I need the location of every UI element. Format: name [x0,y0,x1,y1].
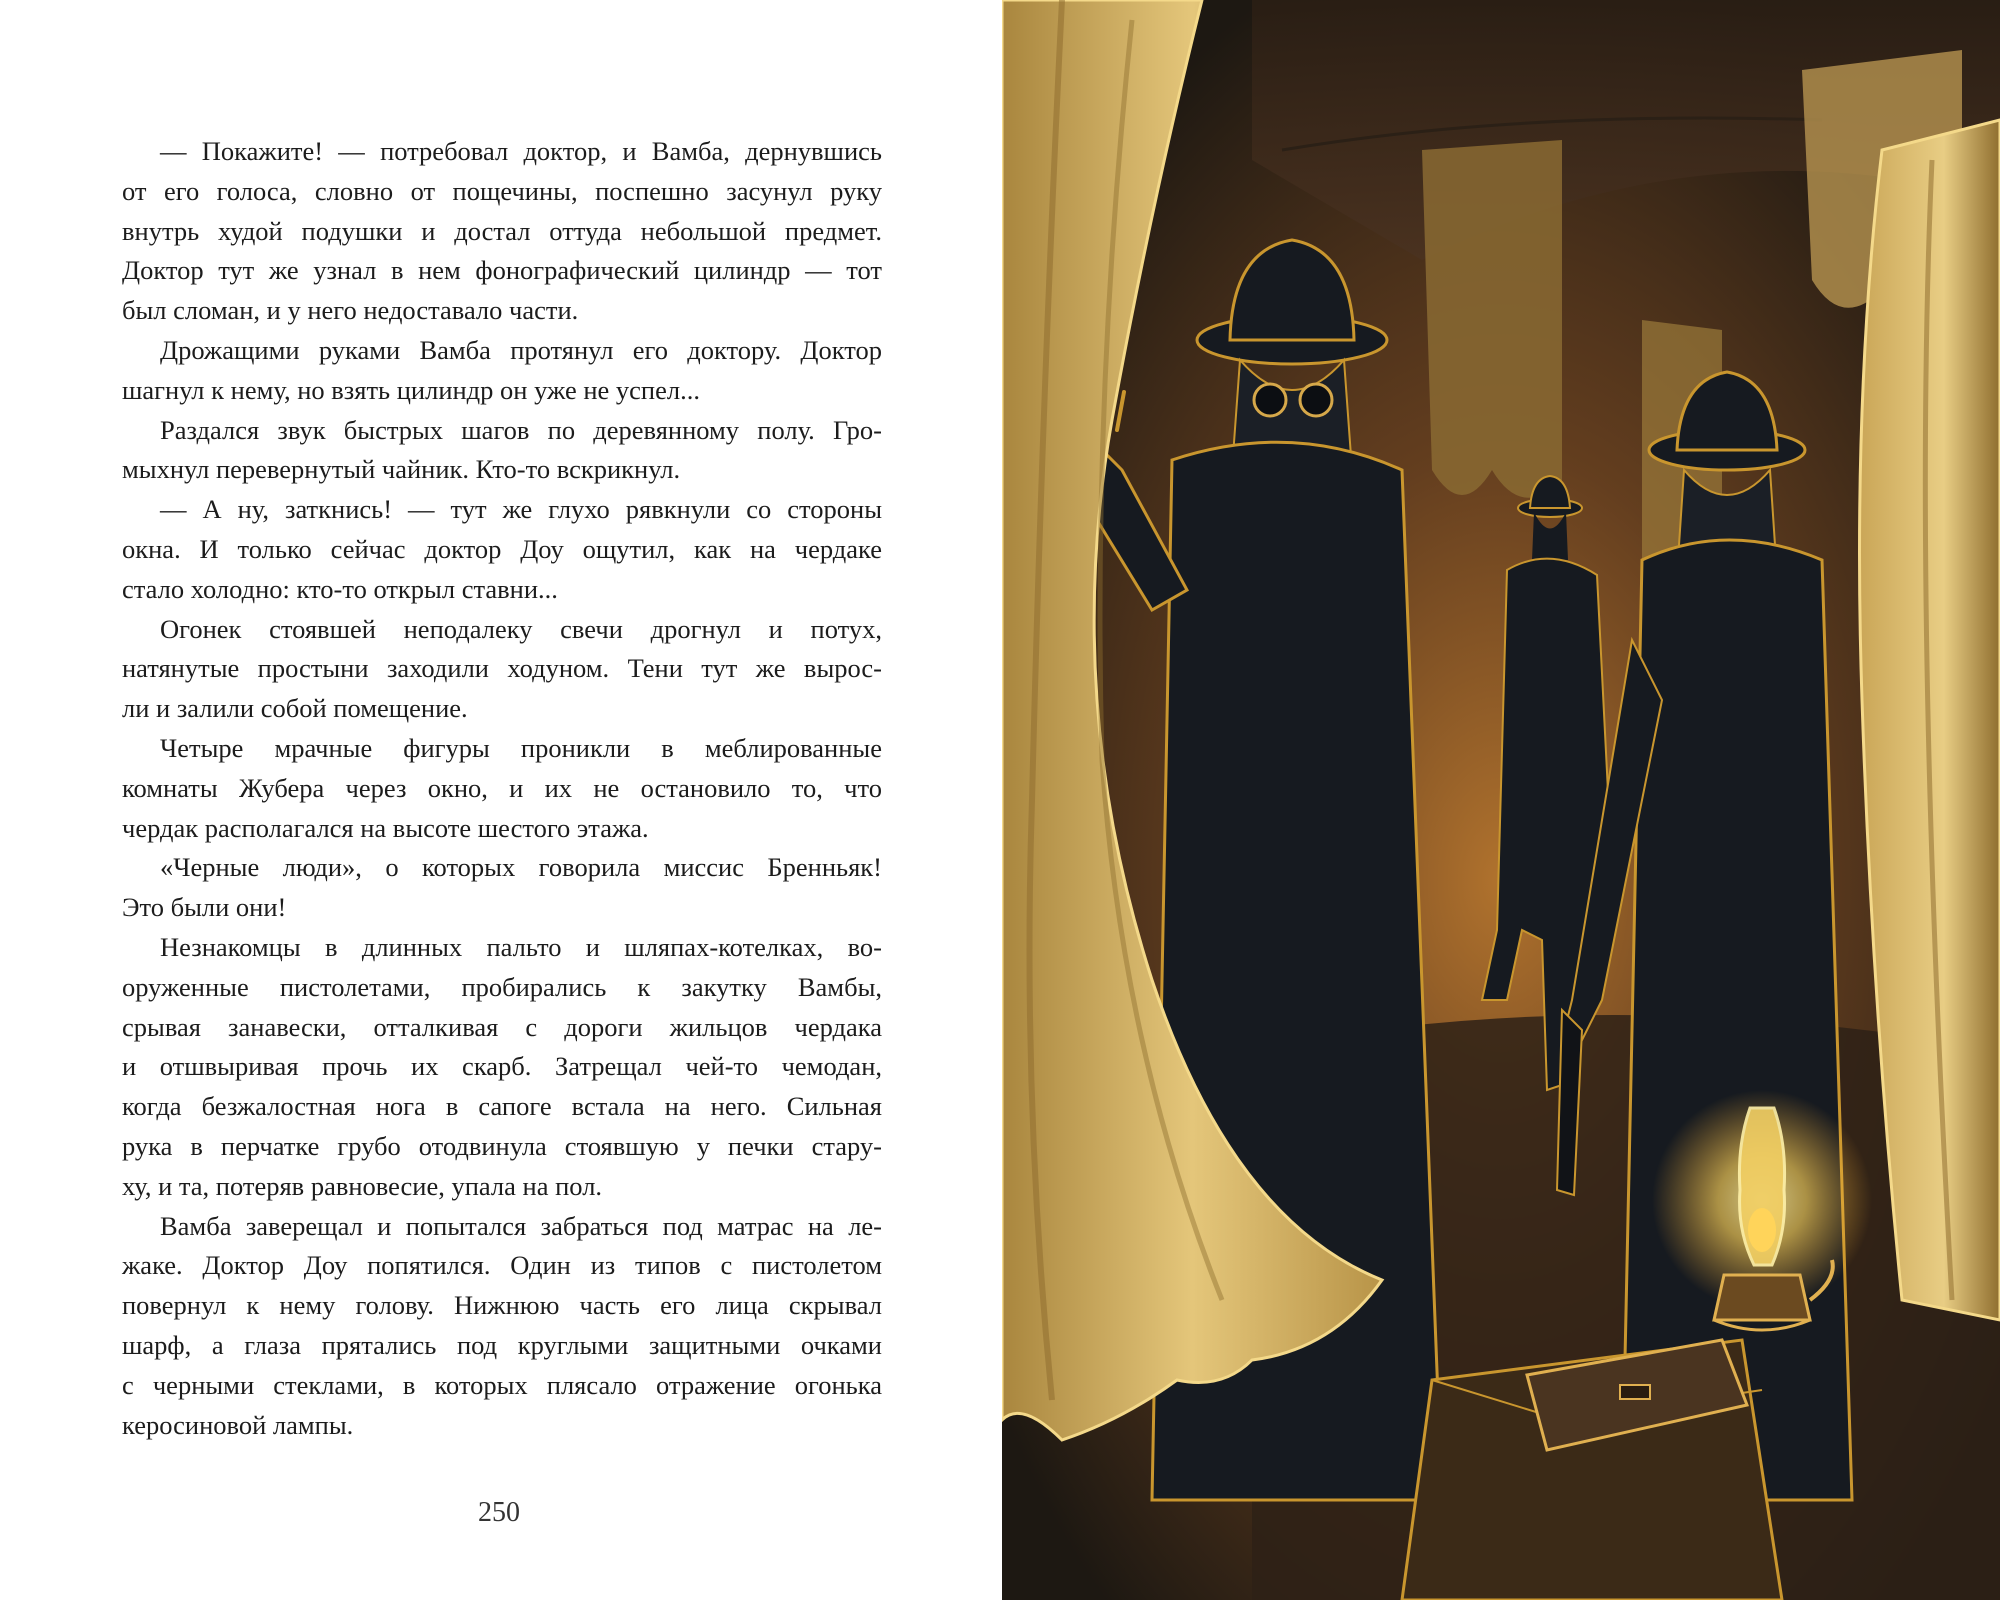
paragraph [122,490,882,609]
paragraph [122,848,882,928]
text-line: — Покажите! — потребовал доктор, и Вамба, дернувшись [160,136,882,166]
text-line: Это были они! [122,892,287,923]
text-line: «Черные люди», о которых говорила миссис Бренньяк! [160,852,882,883]
text-line: Незнакомцы в длинных пальто и шляпах-котелках, во- [160,931,882,962]
text-line: шагнул к нему, но взять цилиндр он уже не успел... [122,374,700,405]
text-line: Огонек стоявшей неподалеку свечи дрогнул и потух, [160,613,882,644]
paragraph [122,610,882,729]
text-line: шарф, а глаза прятались под круглыми защитными очками [122,1329,882,1360]
text-line: жаке. Доктор Доу попятился. Один из типов с пистолетом [122,1250,882,1281]
text-line: был сломан, и у него недоставало части. [122,295,579,326]
text-line: повернул к нему голову. Нижнюю часть его лица скрывал [122,1290,882,1321]
text-line: Вамба заверещал и попытался забраться под матрас на ле- [160,1210,882,1241]
text-line: внутрь худой подушки и достал оттуда небольшой предмет. [122,215,882,246]
body-text [122,132,882,1445]
text-line: и отшвыривая прочь их скарб. Затрещал чей-то чемодан, [122,1051,882,1082]
text-line: Раздался звук быстрых шагов по деревянному полу. Гро- [160,414,882,445]
text-line: Дрожащими руками Вамба протянул его доктору. Доктор [160,334,882,365]
paragraph [122,331,882,411]
text-line: от его голоса, словно от пощечины, поспешно засунул руку [122,175,882,206]
paragraph [122,928,882,1207]
text-line: ли и залили собой помещение. [122,693,468,724]
text-line: натянутые простыни заходили ходуном. Тени тут же вырос- [122,653,882,684]
page-number: 250 [478,1497,520,1528]
text-line: керосиновой лампы. [122,1409,354,1440]
text-line: оруженные пистолетами, пробирались к закутку Вамбы, [122,971,882,1002]
text-line: рука в перчатке грубо отодвинула стоявшую у печки стару- [122,1130,882,1161]
paragraph [122,411,882,491]
illustration-scene [1002,0,2000,1600]
text-line: чердак располагался на высоте шестого этажа. [122,812,649,843]
text-line: мыхнул перевернутый чайник. Кто-то вскрикнул. [122,454,681,485]
paragraph [122,132,882,331]
illustration [1002,0,2000,1600]
text-line: — А ну, заткнись! — тут же глухо рявкнули со стороны [160,494,882,525]
text-line: Доктор тут же узнал в нем фонографический цилиндр — тот [122,255,882,286]
background-sheet [1422,140,1562,498]
text-line: окна. И только сейчас доктор Доу ощутил, как на чердаке [122,533,882,564]
text-line: срывая занавески, отталкивая с дороги жильцов чердака [122,1011,882,1042]
text-line: стало холодно: кто-то открыл ставни... [122,573,558,604]
text-line: Четыре мрачные фигуры проникли в меблированные [160,732,882,763]
text-line: когда безжалостная нога в сапоге встала на него. Сильная [122,1091,882,1122]
paragraph [122,1207,882,1446]
text-line: с черными стеклами, в которых плясало отражение огонька [122,1369,882,1400]
paragraph [122,729,882,848]
text-line: комнаты Жубера через окно, и их не остановило то, что [122,772,882,803]
text-line: ху, и та, потеряв равновесие, упала на пол. [122,1170,603,1201]
